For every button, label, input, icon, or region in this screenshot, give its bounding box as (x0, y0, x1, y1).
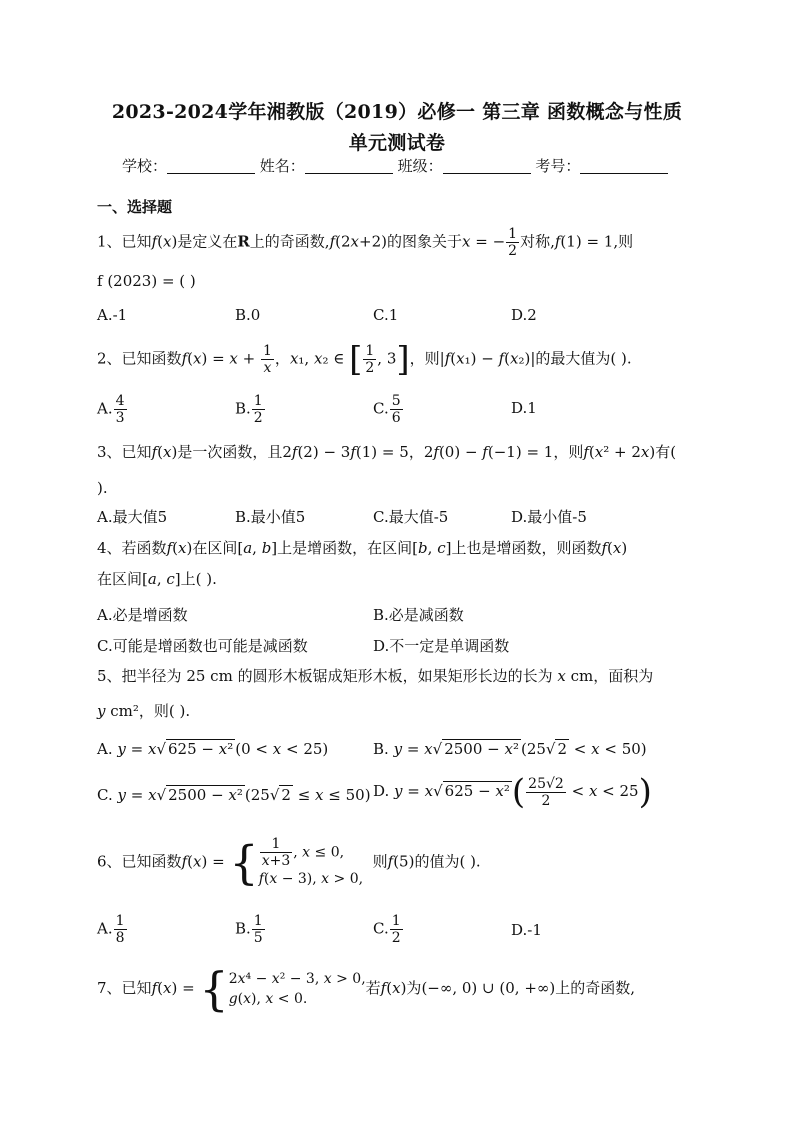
q6-option-a[interactable]: A. $\frac{1}{8}$ (97, 913, 125, 946)
class-blank[interactable] (443, 157, 531, 174)
q5-option-d[interactable]: D. y = x√ 625 − x²( $\frac{25√2}{2}$ < x < 25) (373, 772, 652, 812)
section-heading: 一、选择题 (97, 198, 173, 216)
q3-option-b[interactable]: B.最小值5 (235, 508, 306, 526)
question-4-stem-2: 在区间[a, c]上( ). (97, 570, 217, 588)
q4-option-a[interactable]: A.必是增函数 (97, 606, 188, 624)
question-3-stem: 3、已知f(x)是一次函数，且2f(2) − 3f(1) = 5，2f(0) − f(−1) = 1，则f(x² + 2x)有( (97, 443, 677, 461)
q5-option-a[interactable]: A. y = x√ 625 − x² (0 < x < 25) (97, 740, 329, 758)
q5-option-c[interactable]: C. y = x√ 2500 − x² (25√ 2 ≤ x ≤ 50) (97, 786, 371, 804)
class-label: 班级： (397, 157, 443, 175)
q1-option-a[interactable]: A.-1 (97, 306, 128, 324)
name-label: 姓名： (259, 157, 305, 175)
name-blank[interactable] (305, 157, 393, 174)
q6-option-d[interactable]: D.-1 (511, 921, 542, 939)
question-5-stem: 5、把半径为 25 cm 的圆形木板锯成矩形木板，如果矩形长边的长为 x cm，面积为 (97, 667, 654, 685)
q1-option-d[interactable]: D.2 (511, 306, 537, 324)
school-blank[interactable] (167, 157, 255, 174)
student-info-fields (122, 155, 668, 176)
q5-option-b[interactable]: B. y = x√ 2500 − x² (25√ 2 < x < 50) (373, 740, 647, 758)
q6-option-c[interactable]: C. $\frac{1}{2}$ (373, 913, 401, 946)
question-6-stem: 6、已知函数f(x) = { $\frac{1}{x+3}$ , x ≤ 0, f(x − 3), x > 0, 则f(5)的值为( ). (97, 835, 481, 890)
q4-option-b[interactable]: B.必是减函数 (373, 606, 464, 624)
q2-option-d[interactable]: D.1 (511, 399, 537, 417)
q3-option-c[interactable]: C.最大值-5 (373, 508, 449, 526)
question-5-stem-2: y cm²，则( ). (97, 702, 191, 720)
q4-option-c[interactable]: C.可能是增函数也可能是减函数 (97, 637, 308, 655)
question-4-stem: 4、若函数f(x)在区间[a, b]上是增函数，在区间[b, c]上也是增函数，则函数f(x) (97, 539, 628, 557)
q3-option-d[interactable]: D.最小值-5 (511, 508, 587, 526)
question-1-stem-2: f (2023) = ( ) (97, 272, 196, 290)
id-label: 考号： (535, 157, 581, 175)
q2-option-a[interactable]: A. $\frac{4}{3}$ (97, 393, 125, 426)
question-1-stem: 1、已知f(x)是定义在R上的奇函数,f(2x+2)的图象关于x = − $\frac{1}{2}$ 对称,f(1) = 1,则 (97, 226, 634, 259)
question-2-stem: 2、已知函数f(x) = x + $\frac{1}{x}$ ，x₁, x₂ ∈ [ $\frac{1}{2}$ , 3]，则|f(x₁) − f(x₂)|的最大值为( ). (97, 339, 632, 380)
question-7-stem: 7、已知f(x) = {2x⁴ − x² − 3, x > 0, g(x), x < 0.若f(x)为(−∞, 0) ∪ (0, +∞)上的奇函数, (97, 962, 636, 1016)
page-subtitle: 单元测试卷 (348, 132, 446, 154)
q1-option-b[interactable]: B.0 (235, 306, 261, 324)
question-3-stem-2: ). (97, 479, 108, 497)
q6-option-b[interactable]: B. $\frac{1}{5}$ (235, 913, 263, 946)
page-title: 2023-2024学年湘教版（2019）必修一 第三章 函数概念与性质 (111, 101, 683, 123)
q2-option-c[interactable]: C. $\frac{5}{6}$ (373, 393, 401, 426)
q4-option-d[interactable]: D.不一定是单调函数 (373, 637, 510, 655)
school-label: 学校： (122, 157, 168, 175)
q3-option-a[interactable]: A.最大值5 (97, 508, 168, 526)
q2-option-b[interactable]: B. $\frac{1}{2}$ (235, 393, 263, 426)
q1-option-c[interactable]: C.1 (373, 306, 399, 324)
id-blank[interactable] (580, 157, 668, 174)
